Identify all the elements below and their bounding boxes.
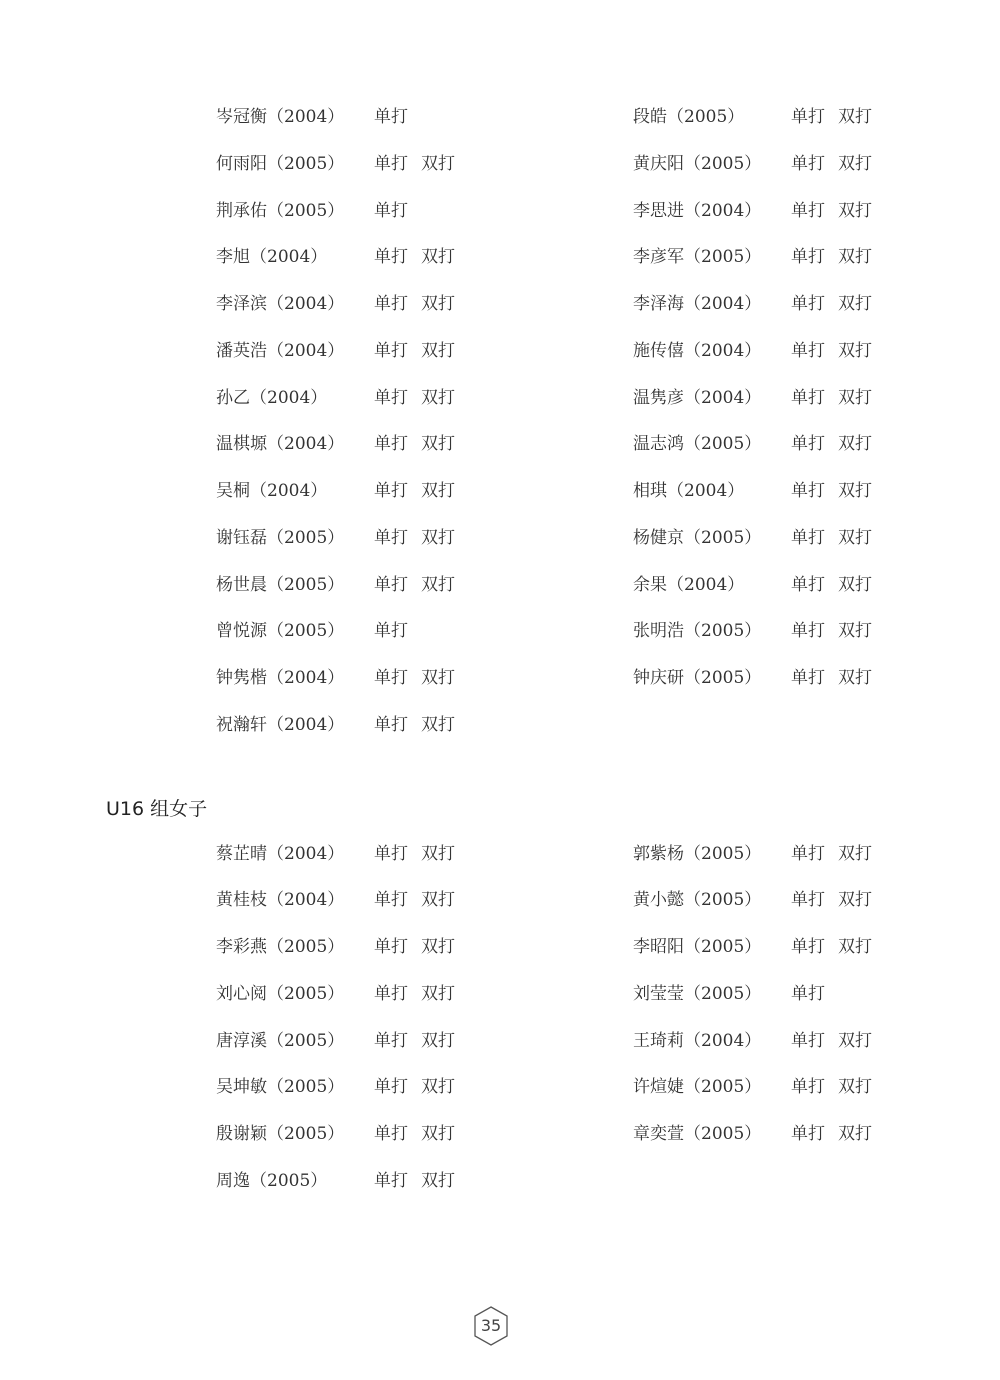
doubles-label: 双打	[838, 247, 872, 267]
doubles-label: 双打	[421, 844, 455, 864]
player-name: 刘心阅（2005）	[216, 984, 345, 1004]
doubles-label: 双打	[838, 434, 872, 454]
player-name: 殷谢颖（2005）	[216, 1124, 345, 1144]
singles-label: 单打	[791, 844, 825, 864]
player-name: 钟庆研（2005）	[633, 668, 762, 688]
singles-label: 单打	[791, 341, 825, 361]
doubles-label: 双打	[838, 1124, 872, 1144]
page-number-badge	[472, 1305, 510, 1347]
player-name: 唐淳溪（2005）	[216, 1031, 345, 1051]
doubles-label: 双打	[838, 1077, 872, 1097]
singles-label: 单打	[374, 201, 408, 221]
singles-label: 单打	[791, 481, 825, 501]
player-name: 吴桐（2004）	[216, 481, 328, 501]
doubles-label: 双打	[421, 528, 455, 548]
doubles-label: 双打	[421, 984, 455, 1004]
player-name: 许煊婕（2005）	[633, 1077, 762, 1097]
doubles-label: 双打	[421, 154, 455, 174]
doubles-label: 双打	[838, 154, 872, 174]
singles-label: 单打	[791, 621, 825, 641]
player-name: 温志鸿（2005）	[633, 434, 762, 454]
singles-label: 单打	[374, 481, 408, 501]
doubles-label: 双打	[421, 388, 455, 408]
player-name: 钟隽楷（2004）	[216, 668, 345, 688]
doubles-label: 双打	[838, 621, 872, 641]
singles-label: 单打	[791, 201, 825, 221]
singles-label: 单打	[374, 1077, 408, 1097]
singles-label: 单打	[791, 107, 825, 127]
singles-label: 单打	[791, 434, 825, 454]
player-name: 黄桂枝（2004）	[216, 890, 345, 910]
player-name: 岑冠衡（2004）	[216, 107, 345, 127]
player-name: 温棋塬（2004）	[216, 434, 345, 454]
doubles-label: 双打	[421, 434, 455, 454]
singles-label: 单打	[374, 575, 408, 595]
singles-label: 单打	[374, 294, 408, 314]
player-name: 段皓（2005）	[633, 107, 745, 127]
player-name: 张明浩（2005）	[633, 621, 762, 641]
player-name: 李旭（2004）	[216, 247, 328, 267]
singles-label: 单打	[374, 341, 408, 361]
doubles-label: 双打	[838, 844, 872, 864]
player-name: 李泽海（2004）	[633, 294, 762, 314]
player-name: 王琦莉（2004）	[633, 1031, 762, 1051]
doubles-label: 双打	[421, 668, 455, 688]
player-name: 吴坤敏（2005）	[216, 1077, 345, 1097]
singles-label: 单打	[374, 937, 408, 957]
player-name: 周逸（2005）	[216, 1171, 328, 1191]
player-name: 章奕萱（2005）	[633, 1124, 762, 1144]
doubles-label: 双打	[421, 1171, 455, 1191]
player-name: 谢钰磊（2005）	[216, 528, 345, 548]
player-name: 杨健京（2005）	[633, 528, 762, 548]
player-name: 李彦军（2005）	[633, 247, 762, 267]
player-name: 刘莹莹（2005）	[633, 984, 762, 1004]
singles-label: 单打	[791, 575, 825, 595]
singles-label: 单打	[374, 388, 408, 408]
player-name: 孙乙（2004）	[216, 388, 328, 408]
doubles-label: 双打	[838, 481, 872, 501]
player-name: 李彩燕（2005）	[216, 937, 345, 957]
singles-label: 单打	[374, 621, 408, 641]
singles-label: 单打	[791, 1031, 825, 1051]
doubles-label: 双打	[838, 937, 872, 957]
player-name: 李昭阳（2005）	[633, 937, 762, 957]
singles-label: 单打	[791, 937, 825, 957]
player-name: 郭紫杨（2005）	[633, 844, 762, 864]
singles-label: 单打	[374, 1171, 408, 1191]
doubles-label: 双打	[421, 1124, 455, 1144]
doubles-label: 双打	[838, 388, 872, 408]
doubles-label: 双打	[421, 294, 455, 314]
singles-label: 单打	[791, 984, 825, 1004]
singles-label: 单打	[791, 1124, 825, 1144]
player-name: 相琪（2004）	[633, 481, 745, 501]
doubles-label: 双打	[838, 107, 872, 127]
singles-label: 单打	[374, 1124, 408, 1144]
player-name: 祝瀚轩（2004）	[216, 715, 345, 735]
player-name: 李思进（2004）	[633, 201, 762, 221]
singles-label: 单打	[374, 107, 408, 127]
doubles-label: 双打	[421, 715, 455, 735]
singles-label: 单打	[791, 890, 825, 910]
doubles-label: 双打	[421, 890, 455, 910]
singles-label: 单打	[374, 434, 408, 454]
player-name: 潘英浩（2004）	[216, 341, 345, 361]
doubles-label: 双打	[421, 1077, 455, 1097]
player-name: 温隽彦（2004）	[633, 388, 762, 408]
player-name: 曾悦源（2005）	[216, 621, 345, 641]
singles-label: 单打	[374, 715, 408, 735]
singles-label: 单打	[791, 388, 825, 408]
player-name: 余果（2004）	[633, 575, 745, 595]
doubles-label: 双打	[838, 668, 872, 688]
doubles-label: 双打	[838, 201, 872, 221]
doubles-label: 双打	[838, 294, 872, 314]
doubles-label: 双打	[838, 528, 872, 548]
player-name: 黄小懿（2005）	[633, 890, 762, 910]
singles-label: 单打	[374, 844, 408, 864]
page-number: 35	[480, 1316, 502, 1335]
singles-label: 单打	[374, 154, 408, 174]
doubles-label: 双打	[421, 481, 455, 501]
singles-label: 单打	[374, 528, 408, 548]
singles-label: 单打	[791, 294, 825, 314]
doubles-label: 双打	[838, 575, 872, 595]
player-name: 何雨阳（2005）	[216, 154, 345, 174]
doubles-label: 双打	[838, 890, 872, 910]
doubles-label: 双打	[421, 575, 455, 595]
player-name: 荆承佑（2005）	[216, 201, 345, 221]
singles-label: 单打	[791, 1077, 825, 1097]
singles-label: 单打	[791, 668, 825, 688]
singles-label: 单打	[374, 668, 408, 688]
doubles-label: 双打	[838, 1031, 872, 1051]
singles-label: 单打	[374, 247, 408, 267]
singles-label: 单打	[374, 1031, 408, 1051]
player-name: 杨世晨（2005）	[216, 575, 345, 595]
singles-label: 单打	[791, 528, 825, 548]
section-title: U16 组女子	[106, 798, 208, 820]
player-name: 黄庆阳（2005）	[633, 154, 762, 174]
player-name: 施传僖（2004）	[633, 341, 762, 361]
player-name: 蔡芷晴（2004）	[216, 844, 345, 864]
singles-label: 单打	[791, 247, 825, 267]
player-name: 李泽滨（2004）	[216, 294, 345, 314]
doubles-label: 双打	[421, 247, 455, 267]
doubles-label: 双打	[421, 937, 455, 957]
singles-label: 单打	[791, 154, 825, 174]
singles-label: 单打	[374, 984, 408, 1004]
doubles-label: 双打	[421, 1031, 455, 1051]
singles-label: 单打	[374, 890, 408, 910]
doubles-label: 双打	[838, 341, 872, 361]
doubles-label: 双打	[421, 341, 455, 361]
